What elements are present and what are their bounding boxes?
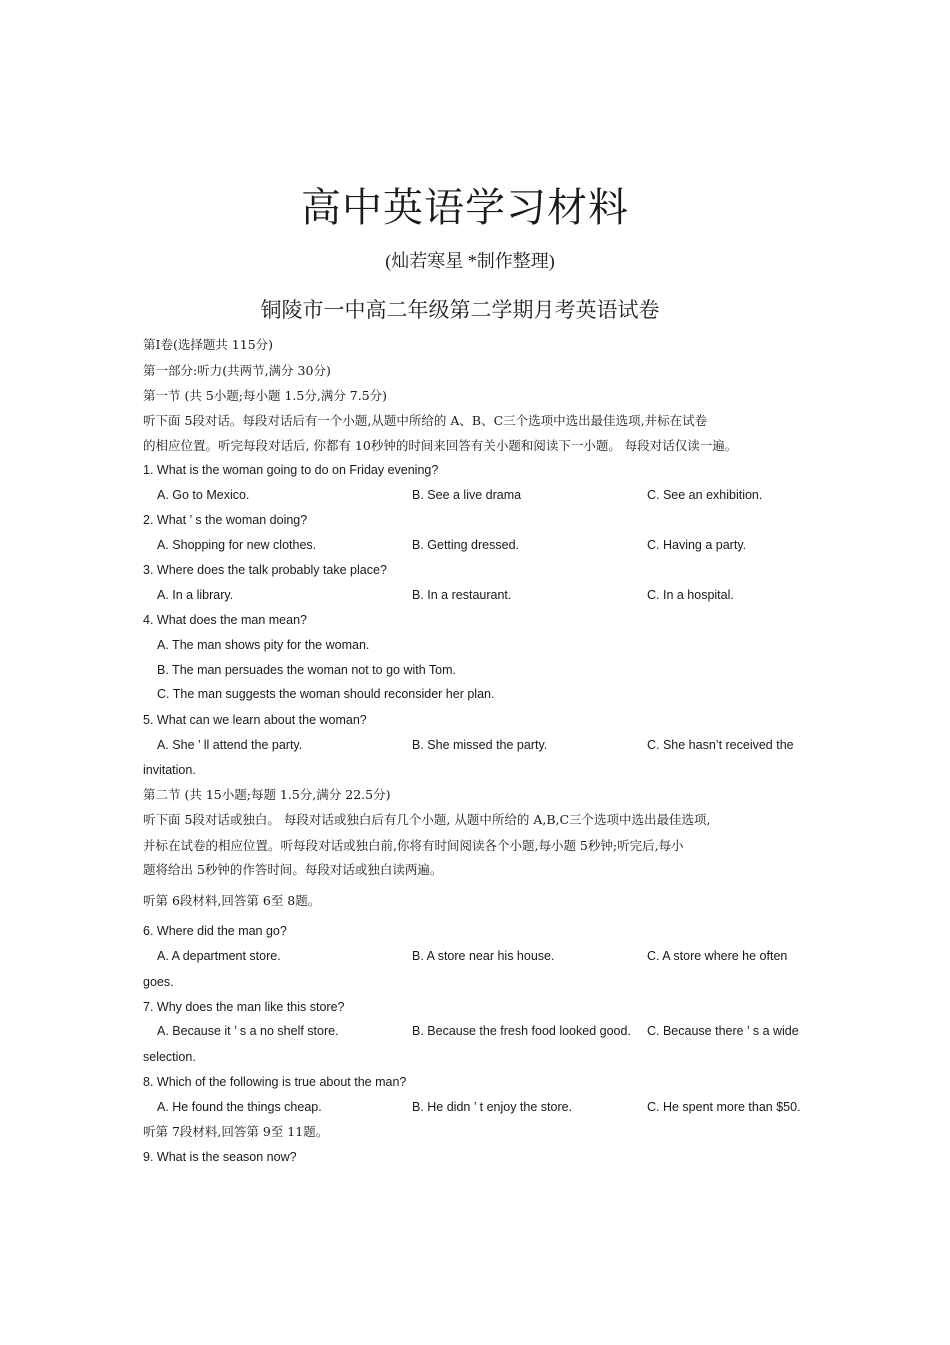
document-subtitle: (灿若寒星 *制作整理): [385, 251, 555, 271]
question-6: 6. Where did the man go?: [143, 924, 287, 938]
section1-instruction-line2: 的相应位置。听完每段对话后, 你都有 10秒钟的时间来回答有关小题和阅读下一小题。 每段对话仅读一遍。: [143, 438, 738, 453]
q1-option-a: A. Go to Mexico.: [157, 488, 250, 502]
question-7: 7. Why does the man like this store?: [143, 1000, 345, 1014]
q2-option-c: C. Having a party.: [647, 538, 747, 552]
exam-title: 铜陵市一中高二年级第二学期月考英语试卷: [260, 298, 660, 322]
section1-heading: 第一节 (共 5小题;每小题 1.5分,满分 7.5分): [143, 388, 388, 403]
q1-option-c: C. See an exhibition.: [647, 488, 763, 502]
section2-instruction-line1: 听下面 5段对话或独白。 每段对话或独白后有几个小题, 从题中所给的 A,B,C三个选项中选出最佳选项,: [143, 812, 711, 827]
q4-option-c: C. The man suggests the woman should reconsider her plan.: [157, 687, 495, 701]
section2-heading: 第二节 (共 15小题;每题 1.5分,满分 22.5分): [143, 787, 391, 802]
q8-option-a: A. He found the things cheap.: [157, 1100, 322, 1114]
section1-instruction-line1: 听下面 5段对话。每段对话后有一个小题,从题中所给的 A、B、C三个选项中选出最佳选项,并标在试卷: [143, 413, 708, 428]
q8-option-c: C. He spent more than $50.: [647, 1100, 801, 1114]
q7-option-a: A. Because it ’ s a no shelf store.: [157, 1024, 339, 1038]
question-8: 8. Which of the following is true about the man?: [143, 1075, 407, 1089]
document-title: 高中英语学习材料: [301, 185, 629, 230]
q8-option-b: B. He didn ’ t enjoy the store.: [412, 1100, 573, 1114]
q6-option-b: B. A store near his house.: [412, 949, 555, 963]
q4-option-a: A. The man shows pity for the woman.: [157, 638, 370, 652]
q7-option-c: C. Because there ’ s a wide: [647, 1024, 799, 1038]
q5-option-c: C. She hasn’t received the: [647, 738, 794, 752]
listen-material-6: 听第 6段材料,回答第 6至 8题。: [143, 893, 321, 908]
question-3: 3. Where does the talk probably take place?: [143, 563, 387, 577]
q6-option-a: A. A department store.: [157, 949, 281, 963]
listen-material-7: 听第 7段材料,回答第 9至 11题。: [143, 1124, 329, 1139]
q2-option-b: B. Getting dressed.: [412, 538, 520, 552]
part-heading: 第一部分:听力(共两节,满分 30分): [143, 363, 331, 378]
q2-option-a: A. Shopping for new clothes.: [157, 538, 317, 552]
q4-option-b: B. The man persuades the woman not to go with Tom.: [157, 663, 457, 677]
q5-option-a: A. She ’ ll attend the party.: [157, 738, 303, 752]
section2-instruction-line3: 题将给出 5秒钟的作答时间。每段对话或独白读两遍。: [143, 862, 443, 877]
q3-option-c: C. In a hospital.: [647, 588, 734, 602]
q3-option-b: B. In a restaurant.: [412, 588, 512, 602]
question-4: 4. What does the man mean?: [143, 613, 307, 627]
volume-heading: 第Ⅰ卷(选择题共 115分): [143, 337, 274, 352]
q5-option-c-continued: invitation.: [143, 763, 196, 777]
q6-option-c-continued: goes.: [143, 975, 174, 989]
q1-option-b: B. See a live drama: [412, 488, 522, 502]
q7-option-c-continued: selection.: [143, 1050, 196, 1064]
question-9: 9. What is the season now?: [143, 1150, 297, 1164]
question-2: 2. What ’ s the woman doing?: [143, 513, 308, 527]
q3-option-a: A. In a library.: [157, 588, 234, 602]
section2-instruction-line2: 并标在试卷的相应位置。听每段对话或独白前,你将有时间阅读各个小题,每小题 5秒钟;听完后,每小: [143, 838, 684, 853]
question-1: 1. What is the woman going to do on Friday evening?: [143, 463, 439, 477]
q7-option-b: B. Because the fresh food looked good.: [412, 1024, 631, 1038]
question-5: 5. What can we learn about the woman?: [143, 713, 367, 727]
q5-option-b: B. She missed the party.: [412, 738, 548, 752]
q6-option-c: C. A store where he often: [647, 949, 788, 963]
